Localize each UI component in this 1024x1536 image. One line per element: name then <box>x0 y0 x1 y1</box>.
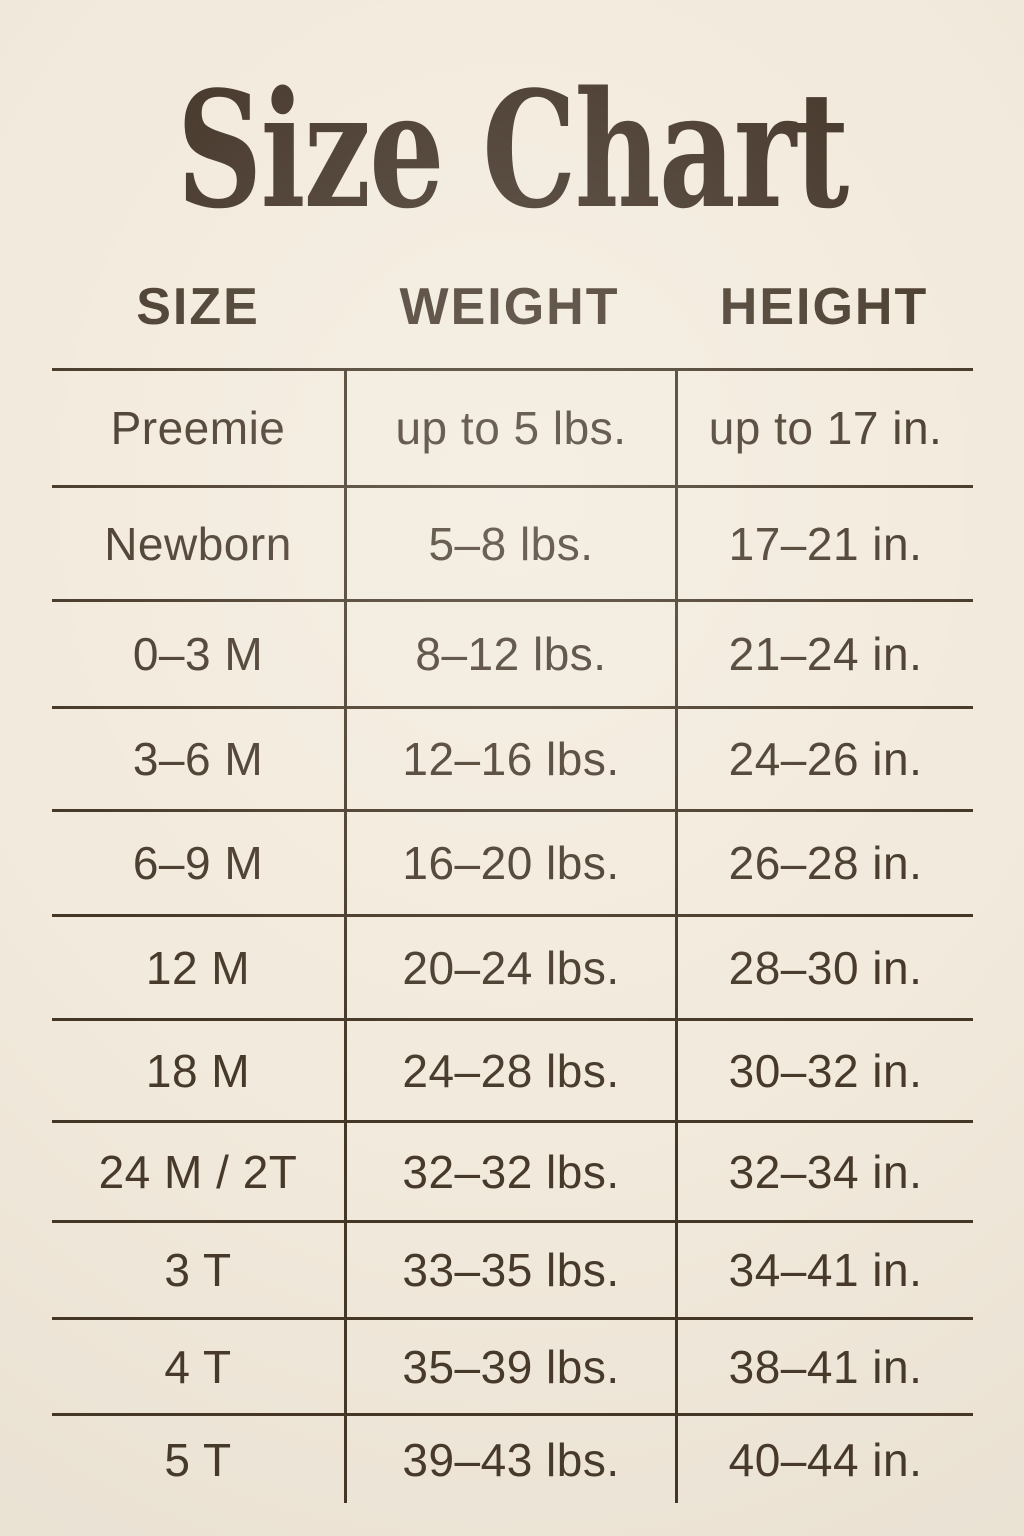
table-row <box>52 485 973 599</box>
table-row <box>52 809 973 914</box>
cell-weight: 16–20 lbs. <box>344 812 675 914</box>
cell-height: 21–24 in. <box>675 602 973 706</box>
cell-size: 0–3 M <box>132 628 264 680</box>
table-row <box>52 1018 973 1120</box>
table-row <box>52 1413 973 1503</box>
table-row <box>52 368 973 485</box>
cell-weight: 20–24 lbs. <box>344 917 675 1018</box>
column-header-size: SIZE <box>136 278 260 336</box>
cell-height: up to 17 in. <box>675 371 973 485</box>
cell-height: 24–26 in. <box>675 709 973 809</box>
cell-weight: 12–16 lbs. <box>344 709 675 809</box>
cell-weight: 35–39 lbs. <box>344 1320 675 1413</box>
cell-weight: up to 5 lbs. <box>344 371 675 485</box>
table-row <box>52 1120 973 1220</box>
size-chart-table <box>52 240 973 1503</box>
cell-height: 32–34 in. <box>675 1123 973 1220</box>
cell-size: 12 M <box>145 941 251 994</box>
cell-weight: 24–28 lbs. <box>344 1021 675 1120</box>
page-title-text: Size Chart <box>176 56 848 244</box>
cell-size: 4 T <box>164 1340 232 1393</box>
cell-size: Preemie <box>110 402 286 454</box>
cell-height: 17–21 in. <box>675 488 973 599</box>
table-row <box>52 706 973 809</box>
cell-size: Newborn <box>104 517 292 570</box>
cell-height: 28–30 in. <box>675 917 973 1018</box>
cell-height: 30–32 in. <box>675 1021 973 1120</box>
table-body <box>52 368 973 1503</box>
table-row <box>52 1220 973 1317</box>
cell-height: 26–28 in. <box>675 812 973 914</box>
column-header-weight: WEIGHT <box>399 278 620 336</box>
cell-height: 34–41 in. <box>675 1223 973 1317</box>
cell-size: 3 T <box>164 1244 232 1296</box>
table-row <box>52 1317 973 1413</box>
cell-size: 6–9 M <box>132 837 264 889</box>
table-row <box>52 599 973 706</box>
cell-size: 3–6 M <box>132 733 264 785</box>
cell-size: 5 T <box>164 1433 232 1486</box>
cell-height: 40–44 in. <box>675 1416 973 1503</box>
cell-height: 38–41 in. <box>675 1320 973 1413</box>
column-header-height: HEIGHT <box>719 278 929 336</box>
table-header-row <box>52 240 973 368</box>
cell-size: 24 M / 2T <box>98 1145 298 1198</box>
cell-weight: 33–35 lbs. <box>344 1223 675 1317</box>
page-title <box>0 56 1024 244</box>
cell-size: 18 M <box>145 1044 251 1097</box>
table-row <box>52 914 973 1018</box>
cell-weight: 32–32 lbs. <box>344 1123 675 1220</box>
cell-weight: 39–43 lbs. <box>344 1416 675 1503</box>
cell-weight: 8–12 lbs. <box>344 602 675 706</box>
cell-weight: 5–8 lbs. <box>344 488 675 599</box>
